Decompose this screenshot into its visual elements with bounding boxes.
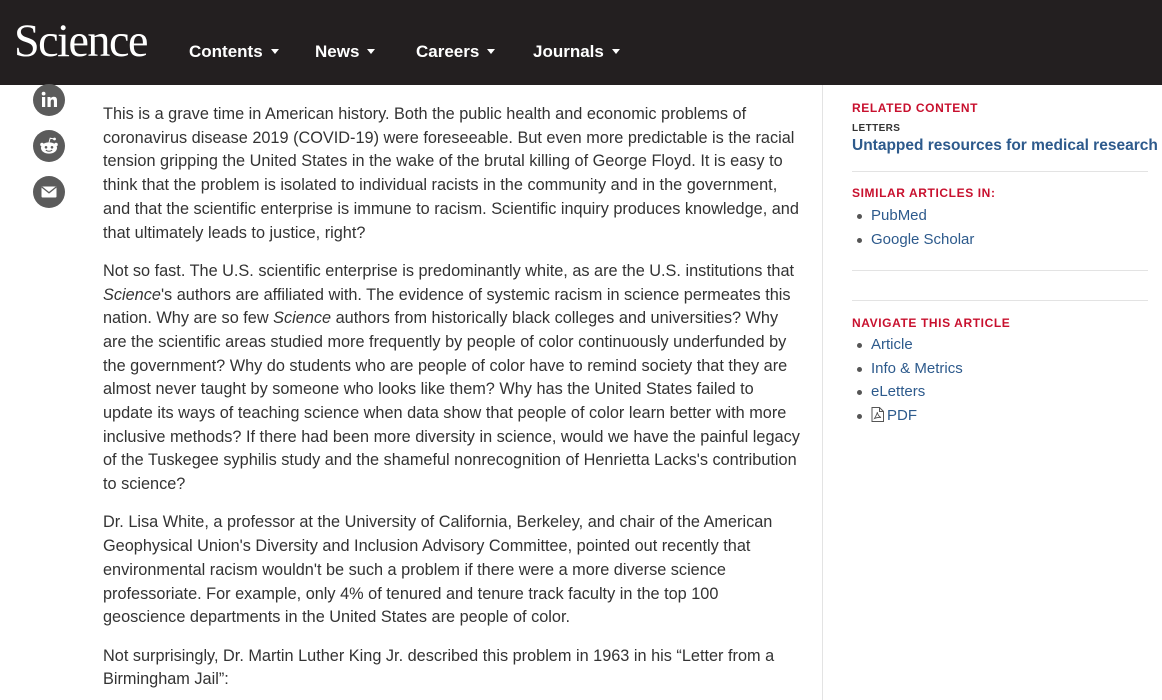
pubmed-link[interactable]: PubMed bbox=[852, 204, 974, 228]
article-paragraph-4: Not surprisingly, Dr. Martin Luther King Jr. described this problem in 1963 in his “Letter from a Birmingham Jail”: bbox=[103, 646, 775, 689]
google-scholar-link[interactable]: Google Scholar bbox=[852, 228, 974, 252]
nav-contents-label: Contents bbox=[189, 42, 263, 61]
reddit-icon bbox=[33, 130, 65, 162]
chevron-down-icon bbox=[487, 49, 495, 54]
chevron-down-icon bbox=[612, 49, 620, 54]
sidebar-divider-line bbox=[852, 171, 1148, 172]
article-paragraph-3: Dr. Lisa White, a professor at the University of California, Berkeley, and chair of the American Geophysical Union's Diversity and Inclusion Advisory Committee, pointed out recently that environmental racism wouldn't be such a problem if there were a more diverse science professoriate. For example, only 4% of tenured and tenure track faculty in the top 100 geoscience departments in the United States are people of color. bbox=[103, 513, 773, 627]
sidebar-divider bbox=[822, 85, 823, 700]
share-reddit-button[interactable] bbox=[33, 130, 65, 162]
related-article-link[interactable]: Untapped resources for medical research bbox=[852, 137, 1158, 154]
nav-article-link[interactable]: Article bbox=[852, 333, 963, 357]
email-icon bbox=[33, 176, 65, 208]
paragraph-2-text-a: Not so fast. The U.S. scientific enterprise is predominantly white, as are the U.S. institutions that bbox=[103, 261, 795, 280]
related-content-heading: RELATED CONTENT bbox=[852, 101, 979, 115]
paragraph-2-text-b: 's authors are affiliated with. The evidence of systemic racism in science permeates this nation. Why are so few bbox=[103, 285, 791, 328]
journal-name: Science bbox=[273, 309, 332, 328]
article-body bbox=[103, 103, 803, 700]
nav-careers-label: Careers bbox=[416, 42, 480, 61]
linkedin-icon bbox=[33, 84, 65, 116]
chevron-down-icon bbox=[367, 49, 375, 54]
nav-news-label: News bbox=[315, 42, 360, 61]
similar-articles-heading: SIMILAR ARTICLES IN: bbox=[852, 186, 996, 200]
journal-name: Science bbox=[103, 285, 161, 304]
pdf-icon bbox=[871, 407, 884, 422]
nav-journals-label: Journals bbox=[533, 42, 604, 61]
navigate-article-list bbox=[852, 333, 963, 427]
nav-pdf-link[interactable] bbox=[852, 404, 963, 428]
navigate-article-heading: NAVIGATE THIS ARTICLE bbox=[852, 316, 1011, 330]
share-email-button[interactable] bbox=[33, 176, 65, 208]
article-paragraph-2 bbox=[103, 260, 803, 497]
similar-articles-list bbox=[852, 204, 974, 251]
nav-info-metrics-link[interactable]: Info & Metrics bbox=[852, 357, 963, 381]
sidebar-divider-line bbox=[852, 300, 1148, 301]
paragraph-2-text-c: authors from historically black colleges and universities? Why are the scientific areas studied more frequently by people of color continuously underfunded by the government? Why do students who are people of color have to remind society that they are almost never taught by someone who looks like them? Why has the United States failed to update its ways of teaching science when data show that people of color learn better with more inclusive methods? If there had been more diversity in science, would we have the painful legacy of the Tuskegee syphilis study and the shameful nonrecognition of Henrietta Lacks's contribution to science? bbox=[103, 309, 800, 494]
chevron-down-icon bbox=[271, 49, 279, 54]
science-logo[interactable]: Science bbox=[14, 15, 147, 67]
nav-journals[interactable] bbox=[533, 40, 620, 64]
nav-news[interactable] bbox=[315, 40, 375, 64]
related-content-type: LETTERS bbox=[852, 123, 901, 134]
pdf-label: PDF bbox=[887, 406, 917, 424]
nav-contents[interactable] bbox=[189, 40, 279, 64]
nav-eletters-link[interactable]: eLetters bbox=[852, 380, 963, 404]
article-paragraph-1: This is a grave time in American history. Both the public health and economic problems of coronavirus disease 2019 (COVID-19) were foreseeable. But even more predictable is the racial tension gripping the United States in the wake of the brutal killing of George Floyd. It is easy to think that the problem is isolated to individual racists in the community and in the government, and that the scientific enterprise is immune to racism. Scientific inquiry produces knowledge, and that ultimately leads to justice, right? bbox=[103, 105, 799, 242]
site-header bbox=[0, 0, 1162, 85]
sidebar-divider-line bbox=[852, 270, 1148, 271]
nav-careers[interactable] bbox=[416, 40, 495, 64]
share-linkedin-button[interactable] bbox=[33, 84, 65, 116]
